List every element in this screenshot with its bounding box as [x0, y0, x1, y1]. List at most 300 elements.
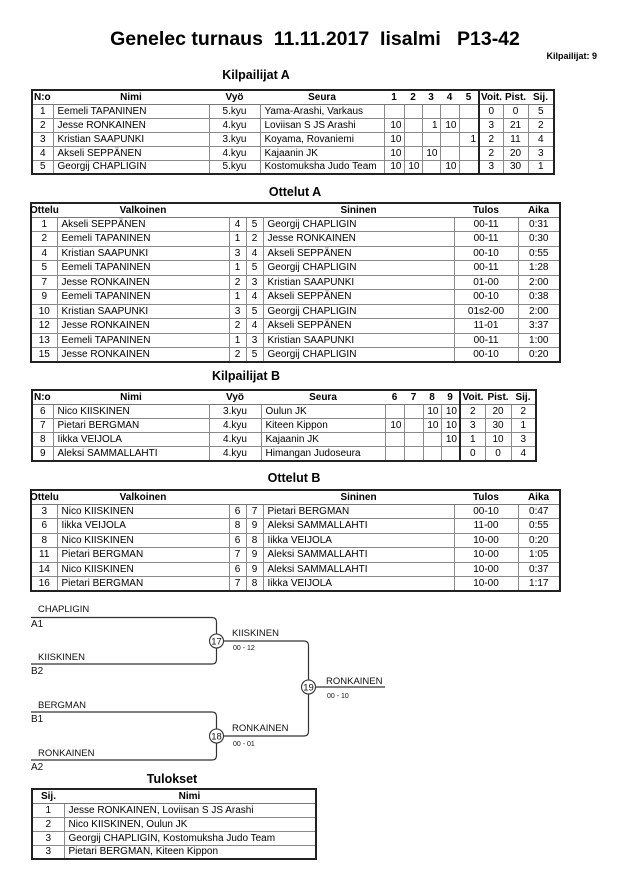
match-result: 00-10	[454, 348, 518, 363]
col-match	[31, 490, 57, 504]
col-rank: Sij.	[511, 390, 536, 404]
blue-competitor: Kristian SAAPUNKI	[263, 275, 454, 290]
white-number: 2	[229, 275, 246, 290]
competitor-number: 6	[32, 404, 53, 418]
match-result: 10-00	[454, 577, 518, 592]
match-result: 00-11	[454, 261, 518, 276]
competitor-club: Loviisan S JS Arashi	[260, 118, 384, 132]
white-competitor: Eemeli TAPANINEN	[57, 261, 229, 276]
points: 0	[485, 447, 511, 461]
white-number: 2	[229, 319, 246, 334]
competitor-name: Eemeli TAPANINEN	[53, 104, 209, 118]
white-competitor: Pietari BERGMAN	[57, 577, 229, 592]
semifinal-1-winner: KIISKINEN	[232, 628, 279, 639]
competitor-club: Himangan Judoseura	[261, 447, 385, 461]
competitor-name: Jesse RONKAINEN	[53, 118, 209, 132]
blue-number: 9	[246, 562, 263, 577]
competitor-row	[32, 404, 536, 418]
blue-competitor: Jesse RONKAINEN	[263, 232, 454, 247]
competitor-number: 8	[32, 433, 53, 447]
competitor-name: Akseli SEPPÄNEN	[53, 146, 209, 160]
competitor-number: 4	[32, 146, 53, 160]
col-club: Seura	[260, 90, 384, 104]
blue-number: 8	[246, 577, 263, 592]
wins: 0	[479, 104, 503, 118]
white-competitor: Jesse RONKAINEN	[57, 348, 229, 363]
competitor-name: Iikka VEIJOLA	[53, 433, 209, 447]
matches-a-title: Ottelut A	[268, 185, 322, 199]
white-number: 6	[229, 504, 246, 519]
match-points	[404, 418, 423, 432]
result-name: Pietari BERGMAN, Kiteen Kippon	[64, 845, 316, 859]
wins: 0	[460, 447, 485, 461]
blue-competitor: Aleksi SAMMALLAHTI	[263, 548, 454, 563]
points: 30	[503, 160, 528, 174]
pool-b-table	[31, 389, 537, 462]
semifinal-2-bottom-seed: A2	[31, 762, 44, 773]
blue-competitor: Aleksi SAMMALLAHTI	[263, 519, 454, 534]
col-opponent: 5	[459, 90, 479, 104]
white-competitor: Pietari BERGMAN	[57, 548, 229, 563]
match-points	[441, 447, 460, 461]
match-row	[31, 348, 560, 363]
match-number: 10	[31, 304, 57, 319]
match-points: 10	[385, 418, 404, 432]
match-points	[385, 404, 404, 418]
competitor-name: Pietari BERGMAN	[53, 418, 209, 432]
match-points	[459, 160, 479, 174]
blue-competitor: Akseli SEPPÄNEN	[263, 246, 454, 261]
match-points	[422, 104, 440, 118]
col-white-no	[229, 203, 246, 217]
match-number: 14	[31, 562, 57, 577]
rank: 3	[511, 433, 536, 447]
competitor-club: Kostomuksha Judo Team	[260, 160, 384, 174]
wins: 1	[460, 433, 485, 447]
match-row	[31, 275, 560, 290]
competitor-row	[32, 418, 536, 432]
match-points	[384, 104, 404, 118]
semifinal-2-score: 00 - 01	[233, 741, 255, 748]
match-row	[31, 562, 560, 577]
competitor-number: 3	[32, 132, 53, 146]
semifinal-1-top-name: CHAPLIGIN	[38, 604, 90, 615]
col-white: Valkoinen	[57, 490, 229, 504]
pool-a-title: Kilpailijat A	[222, 68, 290, 82]
col-wins: Voit.	[479, 90, 503, 104]
competitor-count: Kilpailijat: 9	[546, 51, 597, 61]
semifinal-2-winner: RONKAINEN	[232, 723, 289, 734]
table-header	[32, 789, 316, 803]
match-number: 9	[31, 290, 57, 305]
match-time: 1:17	[518, 577, 560, 592]
blue-number: 2	[246, 232, 263, 247]
wins: 2	[460, 404, 485, 418]
white-competitor: Kristian SAAPUNKI	[57, 304, 229, 319]
blue-number: 5	[246, 348, 263, 363]
points: 10	[485, 433, 511, 447]
match-points	[385, 433, 404, 447]
blue-number: 4	[246, 319, 263, 334]
match-row	[31, 290, 560, 305]
rank: 2	[511, 404, 536, 418]
match-result: 11-00	[454, 519, 518, 534]
points: 20	[503, 146, 528, 160]
points: 20	[485, 404, 511, 418]
match-row	[31, 246, 560, 261]
competitor-belt: 4.kyu	[209, 433, 261, 447]
match-row	[31, 217, 560, 232]
match-row	[31, 504, 560, 519]
col-blue-no	[246, 203, 263, 217]
col-result: Tulos	[454, 203, 518, 217]
competitor-belt: 3.kyu	[209, 404, 261, 418]
match-points	[459, 118, 479, 132]
col-match-label: Ottelu	[30, 204, 59, 216]
rank: 1	[528, 160, 554, 174]
result-name: Nico KIISKINEN, Oulun JK	[64, 817, 316, 831]
semifinal-2-top-name: BERGMAN	[38, 700, 87, 711]
match-points: 10	[384, 118, 404, 132]
match-time: 0:20	[518, 533, 560, 548]
col-opponent: 2	[404, 90, 422, 104]
col-match-label: Ottelu	[30, 491, 59, 503]
matches-a-table	[30, 202, 561, 363]
match-result: 00-11	[454, 217, 518, 232]
match-points	[459, 104, 479, 118]
col-no: N:o	[32, 390, 53, 404]
competitor-club: Yama-Arashi, Varkaus	[260, 104, 384, 118]
result-row	[32, 831, 316, 845]
col-belt: Vyö	[209, 390, 261, 404]
blue-competitor: Aleksi SAMMALLAHTI	[263, 562, 454, 577]
white-competitor: Nico KIISKINEN	[57, 533, 229, 548]
white-competitor: Kristian SAAPUNKI	[57, 246, 229, 261]
match-number: 5	[31, 261, 57, 276]
match-number: 16	[31, 577, 57, 592]
final-winner: RONKAINEN	[326, 676, 383, 687]
competitor-belt: 4.kyu	[209, 447, 261, 461]
match-time: 2:00	[518, 275, 560, 290]
match-number: 6	[31, 519, 57, 534]
white-number: 7	[229, 577, 246, 592]
match-points	[404, 404, 423, 418]
blue-competitor: Georgij CHAPLIGIN	[263, 348, 454, 363]
white-number: 7	[229, 548, 246, 563]
match-18-number: 18	[211, 731, 222, 743]
white-competitor: Eemeli TAPANINEN	[57, 290, 229, 305]
semifinal-2-top-seed: B1	[31, 714, 44, 725]
wins: 2	[479, 132, 503, 146]
match-time: 0:55	[518, 246, 560, 261]
col-blue: Sininen	[263, 203, 454, 217]
competitor-belt: 4.kyu	[209, 418, 261, 432]
competitor-row	[32, 447, 536, 461]
match-17-number: 17	[211, 636, 222, 648]
blue-competitor: Iikka VEIJOLA	[263, 533, 454, 548]
match-number: 13	[31, 333, 57, 348]
blue-competitor: Iikka VEIJOLA	[263, 577, 454, 592]
match-row	[31, 519, 560, 534]
match-points	[440, 104, 459, 118]
result-rank: 1	[32, 803, 64, 817]
match-points	[385, 447, 404, 461]
col-time: Aika	[518, 203, 560, 217]
white-competitor: Nico KIISKINEN	[57, 562, 229, 577]
col-no: N:o	[32, 90, 53, 104]
rank: 5	[528, 104, 554, 118]
competitor-name: Georgij CHAPLIGIN	[53, 160, 209, 174]
match-points: 10	[423, 404, 441, 418]
table-header	[32, 90, 554, 104]
white-competitor: Jesse RONKAINEN	[57, 319, 229, 334]
col-opponent: 6	[385, 390, 404, 404]
match-result: 00-11	[454, 333, 518, 348]
white-competitor: Akseli SEPPÄNEN	[57, 217, 229, 232]
col-opponent: 4	[440, 90, 459, 104]
white-number: 3	[229, 304, 246, 319]
wins: 3	[460, 418, 485, 432]
match-result: 10-00	[454, 533, 518, 548]
competitor-belt: 5.kyu	[209, 104, 260, 118]
match-row	[31, 319, 560, 334]
match-points: 10	[384, 132, 404, 146]
competitor-row	[32, 160, 554, 174]
rank: 4	[528, 132, 554, 146]
col-name: Nimi	[53, 90, 209, 104]
semifinal-1-top-seed: A1	[31, 619, 44, 630]
match-points: 1	[422, 118, 440, 132]
competitor-number: 5	[32, 160, 53, 174]
col-points: Pist.	[485, 390, 511, 404]
blue-competitor: Georgij CHAPLIGIN	[263, 304, 454, 319]
final-bracket-line	[224, 641, 309, 736]
match-number: 7	[31, 275, 57, 290]
white-number: 6	[229, 562, 246, 577]
blue-competitor: Georgij CHAPLIGIN	[263, 217, 454, 232]
match-result: 00-10	[454, 246, 518, 261]
col-points: Pist.	[504, 91, 527, 103]
white-competitor: Jesse RONKAINEN	[57, 275, 229, 290]
semifinal-2-bottom-name: RONKAINEN	[38, 748, 95, 759]
result-rank: 3	[32, 845, 64, 859]
match-number: 15	[31, 348, 57, 363]
pool-b-title: Kilpailijat B	[211, 369, 281, 383]
semifinal-1-bottom-name: KIISKINEN	[38, 652, 85, 663]
col-white: Valkoinen	[57, 203, 229, 217]
col-rank: Sij.	[32, 789, 64, 803]
col-name: Nimi	[64, 789, 316, 803]
match-number: 1	[31, 217, 57, 232]
match-result: 00-10	[454, 504, 518, 519]
match-number: 3	[31, 504, 57, 519]
wins: 3	[479, 118, 503, 132]
rank: 2	[528, 118, 554, 132]
match-points: 10	[423, 418, 441, 432]
match-points: 10	[422, 146, 440, 160]
match-points: 10	[440, 160, 459, 174]
col-result: Tulos	[454, 490, 518, 504]
table-header	[31, 490, 560, 504]
col-club: Seura	[261, 390, 385, 404]
rank: 1	[511, 418, 536, 432]
final-score: 00 - 10	[327, 693, 349, 700]
points: 11	[503, 132, 528, 146]
competitor-name: Nico KIISKINEN	[53, 404, 209, 418]
match-points: 10	[441, 433, 460, 447]
competitor-club: Kajaanin JK	[260, 146, 384, 160]
match-points	[404, 447, 423, 461]
blue-competitor: Kristian SAAPUNKI	[263, 333, 454, 348]
competitor-belt: 5.kyu	[209, 160, 260, 174]
col-belt: Vyö	[209, 90, 260, 104]
white-number: 1	[229, 232, 246, 247]
semifinal-1-bottom-seed: B2	[31, 666, 44, 677]
blue-number: 5	[246, 304, 263, 319]
white-number: 4	[229, 217, 246, 232]
match-time: 0:20	[518, 348, 560, 363]
competitor-number: 2	[32, 118, 53, 132]
match-points	[404, 146, 422, 160]
match-points: 10	[441, 418, 460, 432]
table-header	[32, 390, 536, 404]
blue-competitor: Pietari BERGMAN	[263, 504, 454, 519]
competitor-number: 7	[32, 418, 53, 432]
col-rank: Sij.	[528, 90, 554, 104]
match-points	[423, 433, 441, 447]
blue-number: 5	[246, 261, 263, 276]
competitor-club: Kiteen Kippon	[261, 418, 385, 432]
white-number: 6	[229, 533, 246, 548]
match-points: 10	[440, 118, 459, 132]
match-points: 10	[384, 160, 404, 174]
match-number: 11	[31, 548, 57, 563]
wins: 3	[479, 160, 503, 174]
match-row	[31, 533, 560, 548]
match-points	[404, 433, 423, 447]
table-header	[31, 203, 560, 217]
match-time: 0:38	[518, 290, 560, 305]
pool-a-table	[31, 89, 555, 175]
match-points	[459, 146, 479, 160]
col-blue-no	[246, 490, 263, 504]
white-number: 2	[229, 348, 246, 363]
competitor-club: Oulun JK	[261, 404, 385, 418]
rank: 4	[511, 447, 536, 461]
result-row	[32, 817, 316, 831]
blue-number: 5	[246, 217, 263, 232]
result-rank: 3	[32, 831, 64, 845]
match-points	[404, 118, 422, 132]
match-row	[31, 232, 560, 247]
match-points	[404, 132, 422, 146]
match-time: 2:00	[518, 304, 560, 319]
white-number: 1	[229, 333, 246, 348]
competitor-club: Koyama, Rovaniemi	[260, 132, 384, 146]
col-opponent: 8	[423, 390, 441, 404]
competitor-number: 9	[32, 447, 53, 461]
match-points: 1	[459, 132, 479, 146]
white-competitor: Eemeli TAPANINEN	[57, 232, 229, 247]
competitor-club: Kajaanin JK	[261, 433, 385, 447]
competitor-row	[32, 118, 554, 132]
points: 0	[503, 104, 528, 118]
match-result: 00-10	[454, 290, 518, 305]
white-competitor: Eemeli TAPANINEN	[57, 333, 229, 348]
wins: 2	[479, 146, 503, 160]
competitor-row	[32, 433, 536, 447]
blue-number: 3	[246, 275, 263, 290]
match-time: 1:00	[518, 333, 560, 348]
competitor-row	[32, 104, 554, 118]
match-19-number: 19	[303, 682, 314, 694]
match-time: 0:31	[518, 217, 560, 232]
blue-number: 7	[246, 504, 263, 519]
result-row	[32, 803, 316, 817]
white-number: 8	[229, 519, 246, 534]
white-number: 1	[229, 261, 246, 276]
competitor-name: Kristian SAAPUNKI	[53, 132, 209, 146]
col-opponent: 7	[404, 390, 423, 404]
match-points	[423, 447, 441, 461]
competitor-row	[32, 132, 554, 146]
playoff-bracket	[0, 595, 420, 780]
blue-number: 9	[246, 548, 263, 563]
match-result: 00-11	[454, 232, 518, 247]
match-result: 11-01	[454, 319, 518, 334]
match-time: 1:05	[518, 548, 560, 563]
results-table	[31, 788, 317, 860]
col-name: Nimi	[53, 390, 209, 404]
match-time: 0:30	[518, 232, 560, 247]
match-result: 10-00	[454, 548, 518, 563]
result-rank: 2	[32, 817, 64, 831]
match-result: 10-00	[454, 562, 518, 577]
match-row	[31, 577, 560, 592]
competitor-name: Aleksi SAMMALLAHTI	[53, 447, 209, 461]
white-competitor: Iikka VEIJOLA	[57, 519, 229, 534]
match-time: 3:37	[518, 319, 560, 334]
competitor-belt: 4.kyu	[209, 118, 260, 132]
points: 21	[503, 118, 528, 132]
col-match	[31, 203, 57, 217]
rank: 3	[528, 146, 554, 160]
competitor-belt: 4.kyu	[209, 146, 260, 160]
competitor-belt: 3.kyu	[209, 132, 260, 146]
match-time: 0:37	[518, 562, 560, 577]
blue-number: 8	[246, 533, 263, 548]
col-opponent: 1	[384, 90, 404, 104]
document-title: Genelec turnaus 11.11.2017 Iisalmi P13-42	[110, 28, 520, 50]
white-number: 3	[229, 246, 246, 261]
matches-b-table	[30, 489, 561, 592]
match-row	[31, 333, 560, 348]
result-name: Jesse RONKAINEN, Loviisan S JS Arashi	[64, 803, 316, 817]
match-number: 2	[31, 232, 57, 247]
blue-competitor: Georgij CHAPLIGIN	[263, 261, 454, 276]
blue-number: 4	[246, 246, 263, 261]
col-opponent: 9	[441, 390, 460, 404]
match-points: 10	[404, 160, 422, 174]
competitor-row	[32, 146, 554, 160]
blue-number: 9	[246, 519, 263, 534]
match-number: 8	[31, 533, 57, 548]
match-result: 01s2-00	[454, 304, 518, 319]
blue-competitor: Akseli SEPPÄNEN	[263, 319, 454, 334]
results-title: Tulokset	[146, 772, 198, 786]
match-time: 0:47	[518, 504, 560, 519]
points: 30	[485, 418, 511, 432]
